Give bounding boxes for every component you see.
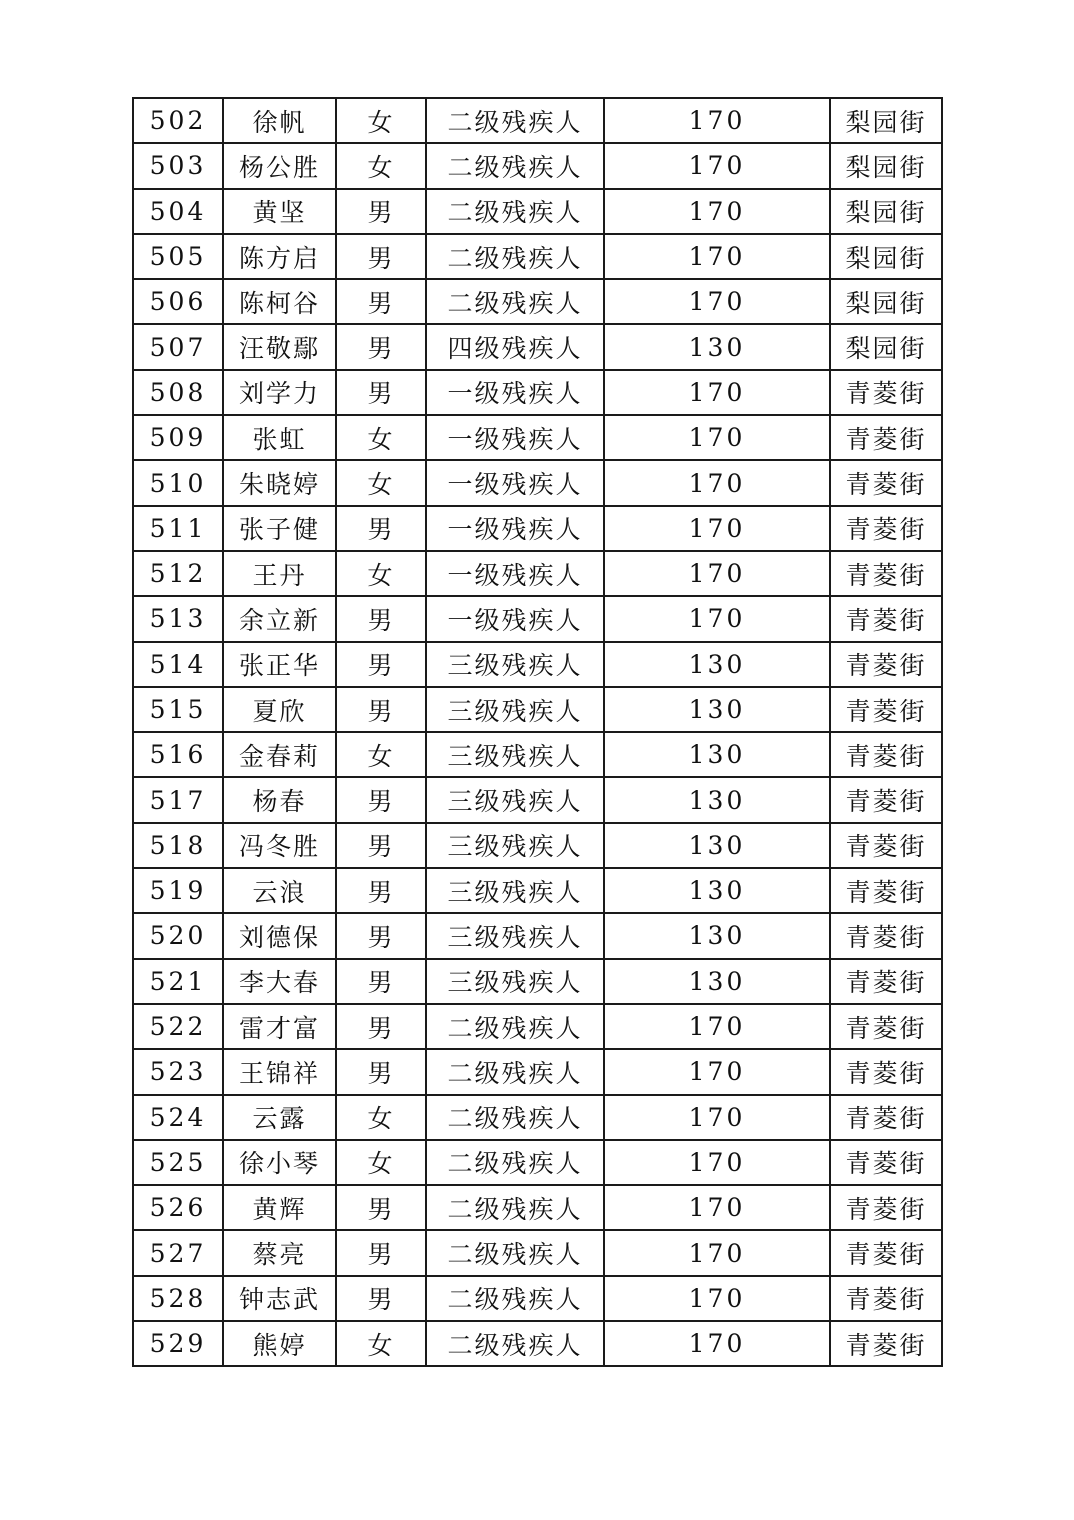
disability-level-cell: 二级残疾人 <box>426 1185 604 1230</box>
street-cell: 青菱街 <box>830 913 942 958</box>
table-row <box>133 1185 942 1230</box>
table-row <box>133 234 942 279</box>
gender-cell: 女 <box>336 1321 426 1366</box>
name-cell: 黄坚 <box>223 189 336 234</box>
gender-cell: 男 <box>336 506 426 551</box>
serial-number-cell: 519 <box>133 868 223 913</box>
gender-cell: 女 <box>336 1140 426 1185</box>
street-cell: 梨园街 <box>830 189 942 234</box>
street-cell: 梨园街 <box>830 324 942 369</box>
disability-level-cell: 三级残疾人 <box>426 777 604 822</box>
name-cell: 李大春 <box>223 959 336 1004</box>
name-cell: 汪敬鄢 <box>223 324 336 369</box>
amount-cell: 170 <box>604 460 830 505</box>
disability-level-cell: 一级残疾人 <box>426 415 604 460</box>
table-row <box>133 1230 942 1275</box>
amount-cell: 170 <box>604 1321 830 1366</box>
table-row <box>133 1004 942 1049</box>
name-cell: 钟志武 <box>223 1276 336 1321</box>
serial-number-cell: 514 <box>133 642 223 687</box>
disability-level-cell: 三级残疾人 <box>426 642 604 687</box>
amount-cell: 170 <box>604 370 830 415</box>
serial-number-cell: 517 <box>133 777 223 822</box>
table-row <box>133 279 942 324</box>
street-cell: 青菱街 <box>830 596 942 641</box>
table-row <box>133 642 942 687</box>
serial-number-cell: 504 <box>133 189 223 234</box>
gender-cell: 男 <box>336 1276 426 1321</box>
amount-cell: 170 <box>604 279 830 324</box>
street-cell: 梨园街 <box>830 143 942 188</box>
amount-cell: 130 <box>604 687 830 732</box>
amount-cell: 130 <box>604 868 830 913</box>
name-cell: 云露 <box>223 1095 336 1140</box>
name-cell: 蔡亮 <box>223 1230 336 1275</box>
street-cell: 青菱街 <box>830 1095 942 1140</box>
serial-number-cell: 521 <box>133 959 223 1004</box>
amount-cell: 170 <box>604 596 830 641</box>
name-cell: 熊婷 <box>223 1321 336 1366</box>
street-cell: 青菱街 <box>830 732 942 777</box>
street-cell: 青菱街 <box>830 1049 942 1094</box>
gender-cell: 男 <box>336 370 426 415</box>
street-cell: 梨园街 <box>830 98 942 143</box>
gender-cell: 男 <box>336 1049 426 1094</box>
name-cell: 王锦祥 <box>223 1049 336 1094</box>
serial-number-cell: 506 <box>133 279 223 324</box>
amount-cell: 170 <box>604 1230 830 1275</box>
disability-level-cell: 一级残疾人 <box>426 506 604 551</box>
street-cell: 青菱街 <box>830 460 942 505</box>
disability-level-cell: 二级残疾人 <box>426 1004 604 1049</box>
amount-cell: 130 <box>604 823 830 868</box>
gender-cell: 男 <box>336 234 426 279</box>
gender-cell: 女 <box>336 551 426 596</box>
gender-cell: 男 <box>336 189 426 234</box>
disability-level-cell: 二级残疾人 <box>426 234 604 279</box>
serial-number-cell: 525 <box>133 1140 223 1185</box>
gender-cell: 男 <box>336 777 426 822</box>
table-row <box>133 913 942 958</box>
street-cell: 青菱街 <box>830 1321 942 1366</box>
serial-number-cell: 511 <box>133 506 223 551</box>
table-row <box>133 687 942 732</box>
name-cell: 徐小琴 <box>223 1140 336 1185</box>
disability-level-cell: 二级残疾人 <box>426 1321 604 1366</box>
amount-cell: 170 <box>604 1185 830 1230</box>
street-cell: 青菱街 <box>830 1004 942 1049</box>
gender-cell: 男 <box>336 1230 426 1275</box>
street-cell: 青菱街 <box>830 1140 942 1185</box>
street-cell: 青菱街 <box>830 370 942 415</box>
name-cell: 金春莉 <box>223 732 336 777</box>
name-cell: 朱晓婷 <box>223 460 336 505</box>
gender-cell: 女 <box>336 415 426 460</box>
disability-level-cell: 一级残疾人 <box>426 370 604 415</box>
amount-cell: 130 <box>604 642 830 687</box>
serial-number-cell: 527 <box>133 1230 223 1275</box>
disability-level-cell: 二级残疾人 <box>426 98 604 143</box>
table-row <box>133 1049 942 1094</box>
gender-cell: 女 <box>336 460 426 505</box>
name-cell: 张正华 <box>223 642 336 687</box>
table-row <box>133 777 942 822</box>
disability-level-cell: 一级残疾人 <box>426 551 604 596</box>
amount-cell: 170 <box>604 189 830 234</box>
serial-number-cell: 508 <box>133 370 223 415</box>
serial-number-cell: 528 <box>133 1276 223 1321</box>
gender-cell: 男 <box>336 1185 426 1230</box>
street-cell: 梨园街 <box>830 234 942 279</box>
disability-level-cell: 三级残疾人 <box>426 732 604 777</box>
serial-number-cell: 523 <box>133 1049 223 1094</box>
disability-level-cell: 二级残疾人 <box>426 279 604 324</box>
street-cell: 青菱街 <box>830 777 942 822</box>
street-cell: 青菱街 <box>830 642 942 687</box>
disability-level-cell: 四级残疾人 <box>426 324 604 369</box>
disability-level-cell: 二级残疾人 <box>426 1095 604 1140</box>
table-row <box>133 506 942 551</box>
disability-level-cell: 二级残疾人 <box>426 1140 604 1185</box>
street-cell: 青菱街 <box>830 415 942 460</box>
name-cell: 张虹 <box>223 415 336 460</box>
name-cell: 张子健 <box>223 506 336 551</box>
serial-number-cell: 510 <box>133 460 223 505</box>
table-row <box>133 460 942 505</box>
name-cell: 陈方启 <box>223 234 336 279</box>
name-cell: 刘德保 <box>223 913 336 958</box>
street-cell: 青菱街 <box>830 1276 942 1321</box>
gender-cell: 男 <box>336 596 426 641</box>
amount-cell: 170 <box>604 415 830 460</box>
serial-number-cell: 526 <box>133 1185 223 1230</box>
gender-cell: 女 <box>336 1095 426 1140</box>
disability-level-cell: 三级残疾人 <box>426 959 604 1004</box>
disability-level-cell: 三级残疾人 <box>426 868 604 913</box>
table-row <box>133 98 942 143</box>
street-cell: 青菱街 <box>830 551 942 596</box>
amount-cell: 170 <box>604 1004 830 1049</box>
roster-table <box>132 97 943 1367</box>
disability-level-cell: 二级残疾人 <box>426 1230 604 1275</box>
serial-number-cell: 529 <box>133 1321 223 1366</box>
amount-cell: 170 <box>604 143 830 188</box>
serial-number-cell: 507 <box>133 324 223 369</box>
table-row <box>133 415 942 460</box>
serial-number-cell: 515 <box>133 687 223 732</box>
disability-level-cell: 一级残疾人 <box>426 460 604 505</box>
amount-cell: 170 <box>604 98 830 143</box>
table-row <box>133 732 942 777</box>
name-cell: 刘学力 <box>223 370 336 415</box>
gender-cell: 女 <box>336 732 426 777</box>
amount-cell: 170 <box>604 234 830 279</box>
gender-cell: 女 <box>336 98 426 143</box>
gender-cell: 男 <box>336 642 426 687</box>
amount-cell: 170 <box>604 1140 830 1185</box>
name-cell: 夏欣 <box>223 687 336 732</box>
table-row <box>133 959 942 1004</box>
disability-level-cell: 三级残疾人 <box>426 823 604 868</box>
serial-number-cell: 518 <box>133 823 223 868</box>
serial-number-cell: 502 <box>133 98 223 143</box>
gender-cell: 男 <box>336 324 426 369</box>
amount-cell: 170 <box>604 1095 830 1140</box>
table-row <box>133 596 942 641</box>
name-cell: 云浪 <box>223 868 336 913</box>
table-row <box>133 1321 942 1366</box>
street-cell: 青菱街 <box>830 823 942 868</box>
disability-level-cell: 一级残疾人 <box>426 596 604 641</box>
amount-cell: 170 <box>604 551 830 596</box>
table-row <box>133 1140 942 1185</box>
table-row <box>133 868 942 913</box>
amount-cell: 130 <box>604 324 830 369</box>
street-cell: 青菱街 <box>830 506 942 551</box>
name-cell: 杨公胜 <box>223 143 336 188</box>
roster-sheet <box>132 97 941 1367</box>
disability-level-cell: 二级残疾人 <box>426 1049 604 1094</box>
street-cell: 青菱街 <box>830 1230 942 1275</box>
table-row <box>133 370 942 415</box>
amount-cell: 170 <box>604 1276 830 1321</box>
table-row <box>133 324 942 369</box>
amount-cell: 170 <box>604 1049 830 1094</box>
serial-number-cell: 516 <box>133 732 223 777</box>
name-cell: 雷才富 <box>223 1004 336 1049</box>
amount-cell: 130 <box>604 959 830 1004</box>
table-row <box>133 143 942 188</box>
serial-number-cell: 520 <box>133 913 223 958</box>
disability-level-cell: 二级残疾人 <box>426 143 604 188</box>
name-cell: 冯冬胜 <box>223 823 336 868</box>
amount-cell: 130 <box>604 732 830 777</box>
table-row <box>133 551 942 596</box>
gender-cell: 男 <box>336 1004 426 1049</box>
name-cell: 杨春 <box>223 777 336 822</box>
name-cell: 陈柯谷 <box>223 279 336 324</box>
gender-cell: 男 <box>336 687 426 732</box>
disability-level-cell: 三级残疾人 <box>426 687 604 732</box>
name-cell: 徐帆 <box>223 98 336 143</box>
amount-cell: 130 <box>604 913 830 958</box>
roster-table-body <box>133 98 942 1366</box>
disability-level-cell: 三级残疾人 <box>426 913 604 958</box>
table-row <box>133 189 942 234</box>
street-cell: 青菱街 <box>830 687 942 732</box>
disability-level-cell: 二级残疾人 <box>426 1276 604 1321</box>
serial-number-cell: 509 <box>133 415 223 460</box>
gender-cell: 男 <box>336 868 426 913</box>
name-cell: 黄辉 <box>223 1185 336 1230</box>
serial-number-cell: 513 <box>133 596 223 641</box>
amount-cell: 170 <box>604 506 830 551</box>
gender-cell: 男 <box>336 913 426 958</box>
serial-number-cell: 522 <box>133 1004 223 1049</box>
gender-cell: 男 <box>336 823 426 868</box>
table-row <box>133 823 942 868</box>
serial-number-cell: 512 <box>133 551 223 596</box>
street-cell: 梨园街 <box>830 279 942 324</box>
serial-number-cell: 524 <box>133 1095 223 1140</box>
street-cell: 青菱街 <box>830 959 942 1004</box>
gender-cell: 女 <box>336 143 426 188</box>
name-cell: 王丹 <box>223 551 336 596</box>
gender-cell: 男 <box>336 279 426 324</box>
table-row <box>133 1276 942 1321</box>
amount-cell: 130 <box>604 777 830 822</box>
gender-cell: 男 <box>336 959 426 1004</box>
disability-level-cell: 二级残疾人 <box>426 189 604 234</box>
serial-number-cell: 505 <box>133 234 223 279</box>
street-cell: 青菱街 <box>830 1185 942 1230</box>
street-cell: 青菱街 <box>830 868 942 913</box>
table-row <box>133 1095 942 1140</box>
name-cell: 余立新 <box>223 596 336 641</box>
serial-number-cell: 503 <box>133 143 223 188</box>
